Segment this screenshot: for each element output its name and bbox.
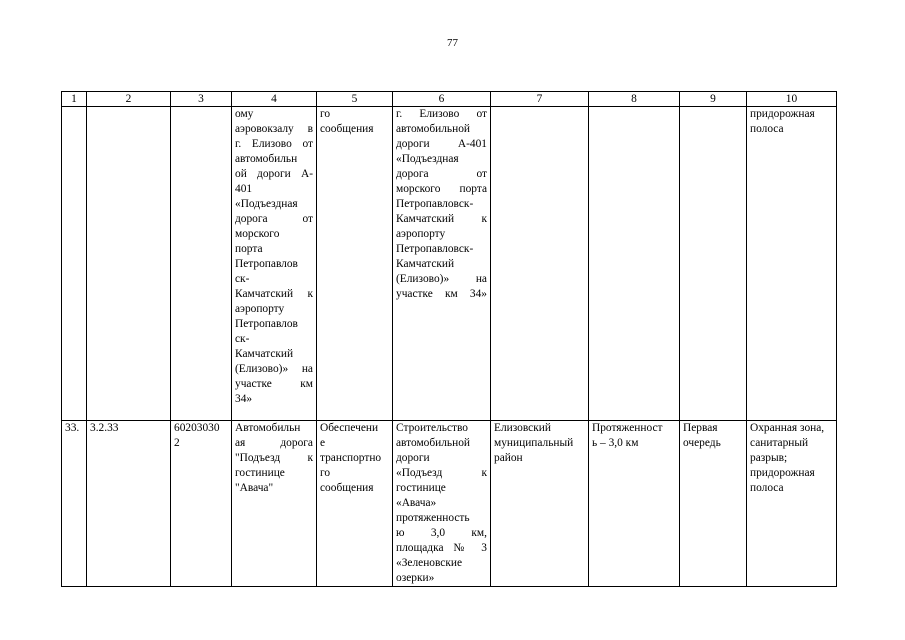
cell-line: автомобильной	[396, 437, 471, 449]
cell-line: Петропавлов	[235, 258, 298, 270]
cell-line: гостинице	[235, 467, 285, 479]
cell-line: дороги	[396, 452, 430, 464]
cell-line: придорожная	[750, 467, 815, 479]
cell-line: Петропавлов	[235, 318, 298, 330]
cell-line: дороги А-401	[396, 138, 487, 150]
cell-line: Камчатский к	[396, 213, 487, 225]
cell-line: (Елизово)» на	[396, 273, 487, 285]
column-header: 9	[680, 92, 747, 107]
cell-line: полоса	[750, 482, 784, 494]
cell-line: морского	[235, 228, 280, 240]
cell-description	[393, 421, 491, 587]
cell-line: Первая	[683, 422, 718, 434]
cell-number	[62, 107, 87, 421]
column-header: 3	[171, 92, 232, 107]
cell-line: 60203030	[174, 422, 220, 434]
cell-number	[62, 421, 87, 587]
column-header: 1	[62, 92, 87, 107]
cell-line: придорожная	[750, 108, 815, 120]
cell-object-name	[232, 107, 317, 421]
cell-line: сообщения	[320, 482, 374, 494]
cell-line: «Подъезд к	[396, 467, 487, 479]
cell-line: порта	[235, 243, 263, 255]
cell-code	[87, 107, 171, 421]
cell-line: го	[320, 467, 331, 479]
cell-line: Камчатский к	[235, 288, 313, 300]
cell-id	[171, 421, 232, 587]
cell-line: аэровокзалу в	[235, 123, 313, 135]
cell-line: Петропавловск-	[396, 243, 474, 255]
cell-line: участке км	[235, 378, 313, 390]
cell-line: 3.2.33	[90, 422, 119, 434]
column-header: 8	[589, 92, 680, 107]
cell-line: 34»	[235, 393, 253, 405]
cell-line: г. Елизово от	[235, 138, 313, 150]
cell-line: участке км 34»	[396, 288, 487, 300]
cell-line: автомобильной	[396, 123, 471, 135]
cell-line: ск-	[235, 273, 250, 285]
cell-line: санитарный	[750, 437, 809, 449]
cell-line: полоса	[750, 123, 784, 135]
cell-line: ю 3,0 км,	[396, 527, 487, 539]
cell-line: ая дорога	[235, 437, 313, 449]
cell-object-name	[232, 421, 317, 587]
table-row	[62, 421, 837, 587]
cell-line: Камчатский	[396, 258, 455, 270]
cell-zone	[747, 421, 837, 587]
cell-line: "Авача"	[235, 482, 274, 494]
cell-stage	[680, 107, 747, 421]
cell-line: ой дороги А-	[235, 168, 313, 180]
cell-line: ому	[235, 108, 254, 120]
cell-line: район	[494, 452, 523, 464]
column-header: 2	[87, 92, 171, 107]
cell-line: 2	[174, 437, 180, 449]
cell-description	[393, 107, 491, 421]
cell-line: «Подъездная	[396, 153, 459, 165]
cell-line: Елизовский	[494, 422, 551, 434]
column-header: 4	[232, 92, 317, 107]
cell-line: озерки»	[396, 572, 435, 584]
cell-line: «Подъездная	[235, 198, 298, 210]
cell-line: аэропорту	[396, 228, 446, 240]
column-header: 7	[491, 92, 589, 107]
column-header: 5	[317, 92, 393, 107]
cell-line: сообщения	[320, 123, 374, 135]
cell-line: аэропорту	[235, 303, 285, 315]
cell-line: муниципальный	[494, 437, 574, 449]
cell-line: разрыв;	[750, 452, 788, 464]
column-header: 6	[393, 92, 491, 107]
cell-line: г. Елизово от	[396, 108, 487, 120]
cell-purpose	[317, 421, 393, 587]
cell-line: «Зеленовские	[396, 557, 463, 569]
cell-line: (Елизово)» на	[235, 363, 313, 375]
cell-line: ск-	[235, 333, 250, 345]
cell-line: Обеспечени	[320, 422, 379, 434]
cell-code	[87, 421, 171, 587]
cell-line: дорога от	[235, 213, 313, 225]
cell-line: 33.	[65, 422, 80, 434]
table-row	[62, 107, 837, 421]
cell-zone	[747, 107, 837, 421]
cell-line: Охранная зона,	[750, 422, 825, 434]
cell-location	[491, 107, 589, 421]
cell-location	[491, 421, 589, 587]
cell-line: автомобильн	[235, 153, 298, 165]
cell-line: дорога от	[396, 168, 487, 180]
cell-characteristics	[589, 421, 680, 587]
cell-line: гостинице	[396, 482, 446, 494]
cell-line: 401	[235, 183, 253, 195]
page-number: 77	[447, 37, 458, 49]
cell-line: ь – 3,0 км	[592, 437, 639, 449]
cell-line: очередь	[683, 437, 721, 449]
cell-line: Протяженност	[592, 422, 663, 434]
cell-purpose	[317, 107, 393, 421]
cell-line: транспортно	[320, 452, 382, 464]
column-header: 10	[747, 92, 837, 107]
cell-line: го	[320, 108, 331, 120]
cell-id	[171, 107, 232, 421]
cell-characteristics	[589, 107, 680, 421]
column-number-row	[62, 92, 837, 107]
cell-line: «Авача»	[396, 497, 437, 509]
document-table	[61, 91, 837, 587]
cell-line: Строительство	[396, 422, 468, 434]
cell-line: Автомобильн	[235, 422, 301, 434]
cell-line: протяженность	[396, 512, 470, 524]
cell-line: Камчатский	[235, 348, 294, 360]
cell-stage	[680, 421, 747, 587]
cell-line: Петропавловск-	[396, 198, 474, 210]
cell-line: "Подъезд к	[235, 452, 313, 464]
cell-line: площадка № 3	[396, 542, 487, 554]
cell-line: е	[320, 437, 326, 449]
cell-line: морского порта	[396, 183, 487, 195]
